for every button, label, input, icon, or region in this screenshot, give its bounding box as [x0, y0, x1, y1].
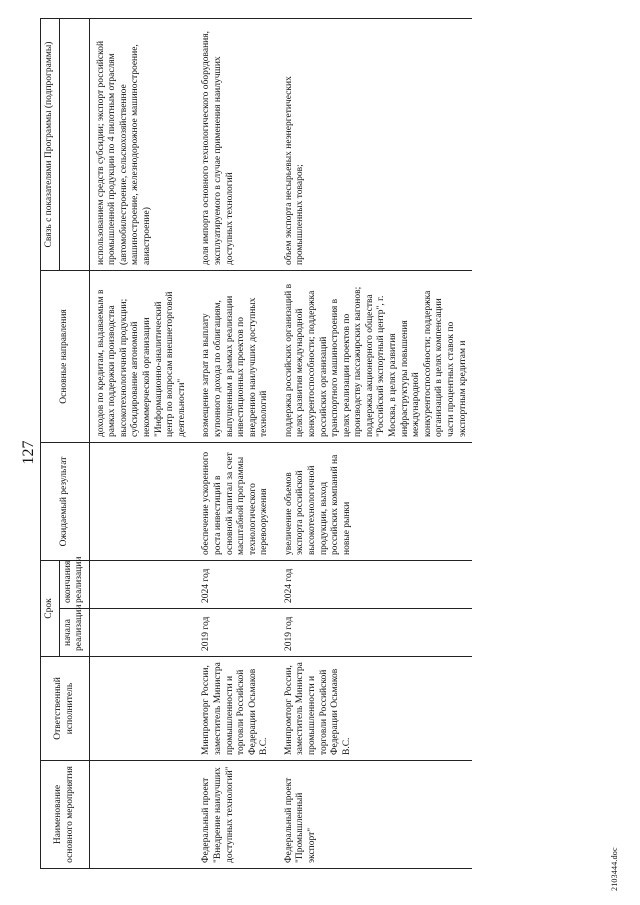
header-name: Наименование основного мероприятия [41, 761, 90, 869]
header-executor: Ответственный исполнитель [41, 657, 90, 761]
header-link: Связь с показателями Программы (подпрограммы) [41, 18, 60, 270]
header-term-start: начала реализации [59, 609, 89, 657]
page-number: 127 [20, 440, 37, 465]
cell-directions: возмещение затрат на выплату купонного дохода по облигациям, выпущенным в рамках реализации инвестиционных проектов по внедрению наилучших доступных технологий [191, 270, 273, 442]
cell-end: 2024 год [191, 560, 273, 608]
cell-start: 2019 год [191, 609, 273, 657]
header-result: Ожидаемый результат [41, 442, 90, 560]
cell-result [89, 442, 191, 560]
cell-end [89, 560, 191, 608]
cell-end: 2024 год [274, 560, 472, 608]
cell-name: Федеральный проект "Промышленный экспорт" [274, 761, 472, 869]
cell-name [89, 761, 191, 869]
cell-result: увеличение объемов экспорта российской высокотехнологичной продукции, выход российских компаний на новые рынки [274, 442, 472, 560]
header-term: Срок [41, 560, 60, 656]
cell-link: объем экспорта несырьевых неэнергетических промышленных товаров; [274, 18, 472, 270]
table-row [89, 18, 191, 868]
cell-start [89, 609, 191, 657]
document-code: 2103444.doc [610, 847, 619, 891]
header-directions: Основные направления [41, 270, 90, 442]
cell-start: 2019 год [274, 609, 472, 657]
cell-link: использованием средств субсидии; экспорт российской промышленной продукции по 4 пилотным отраслям (автомобилестроение, сельскохозяйственное машиностроение, железнодорожное машиностроение, авиастроение) [89, 18, 191, 270]
table-row [191, 18, 273, 868]
cell-result: обеспечение ускоренного роста инвестиций в основной капитал за счет масштабной программы технологического перевооружения [191, 442, 273, 560]
cell-executor: Минпромторг России, заместитель Министра промышленности и торговли Российской Федерации Осьмаков В.С. [191, 657, 273, 761]
table-header [41, 18, 90, 868]
cell-link: доля импорта основного технологического оборудования, эксплуатируемого в случае применения наилучших доступных технологий [191, 18, 273, 270]
header-term-end: окончания реализации [59, 560, 89, 608]
table-row [274, 18, 472, 868]
cell-executor [89, 657, 191, 761]
cell-executor: Минпромторг России, заместитель Министра промышленности и торговли Российской Федерации Осьмаков В.С. [274, 657, 472, 761]
cell-name: Федеральный проект "Внедрение наилучших доступных технологий" [191, 761, 273, 869]
program-table [40, 18, 472, 869]
cell-directions: доходов по кредитам, выдаваемым в рамках поддержки производства высокотехнологичной продукции; субсидирование автономной некоммерческой организации "Информационно-аналитический центр по вопросам внешнеторговой деятельности" [89, 270, 191, 442]
cell-directions: поддержка российских организаций в целях развития международной конкурентоспособности; поддержка российских организаций транспортного машиностроения в целях реализации проектов по производству пассажирских вагонов; поддержка акционерного общества "Российский экспортный центр", г. Москва, в целях развития инфраструктуры повышения международной конкурентоспособности; поддержка организаций в целях компенсации части процентных ставок по экспортным кредитам и [274, 270, 472, 442]
